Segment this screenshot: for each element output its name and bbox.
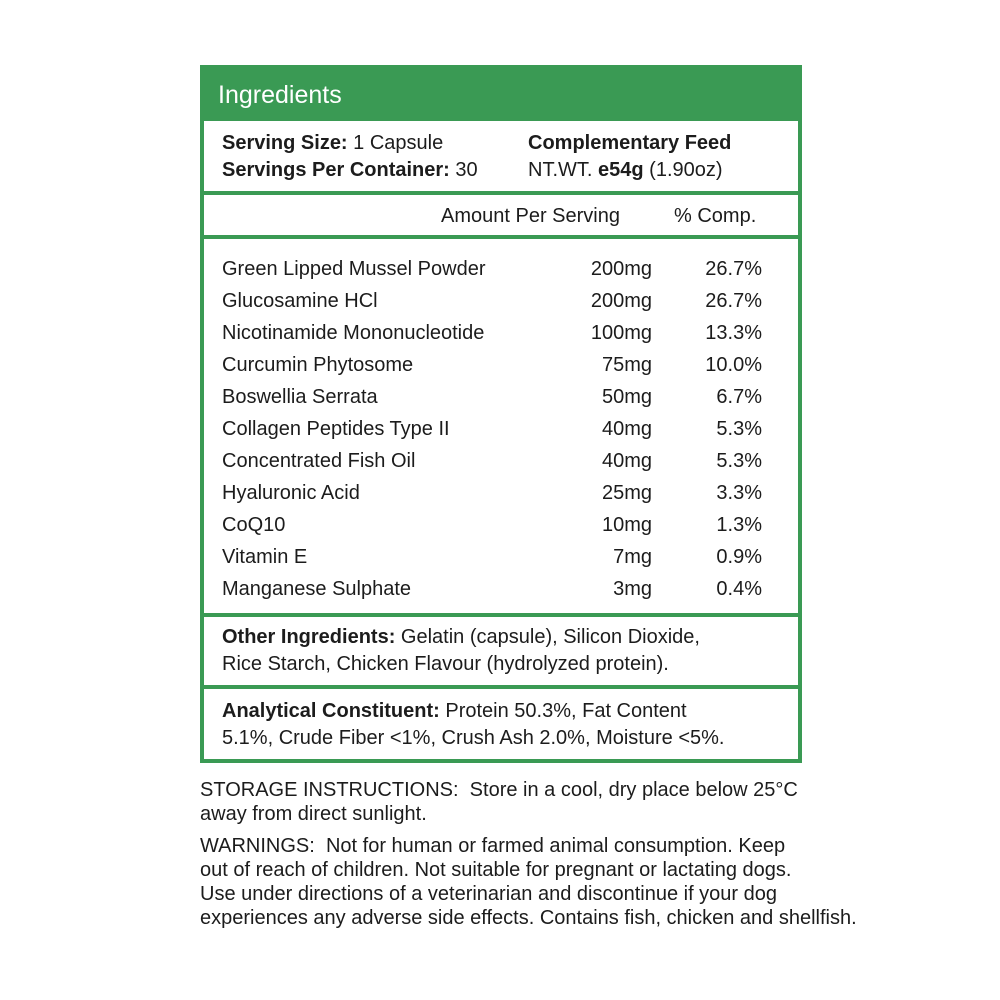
ingredient-percent: 1.3% [716, 514, 762, 536]
storage-instructions [200, 778, 960, 826]
ingredient-name: Glucosamine HCl [222, 290, 378, 312]
warnings-line4: experiences any adverse side effects. Contains fish, chicken and shellfish. [200, 907, 857, 929]
divider [204, 235, 798, 239]
servings-value: 30 [455, 159, 478, 181]
analytical-line2: 5.1%, Crude Fiber <1%, Crush Ash 2.0%, Moisture <5%. [222, 727, 725, 749]
divider [204, 685, 798, 689]
other-ingredients-line2: Rice Starch, Chicken Flavour (hydrolyzed protein). [222, 653, 669, 675]
other-ingredients-line1: Gelatin (capsule), Silicon Dioxide, [400, 626, 700, 648]
ingredient-name: Concentrated Fish Oil [222, 450, 416, 472]
column-header-amount: Amount Per Serving [441, 205, 620, 227]
ingredient-amount: 100mg [590, 322, 652, 344]
serving-size [222, 133, 443, 153]
divider [204, 191, 798, 195]
ingredient-percent: 13.3% [705, 322, 762, 344]
analytical-label: Analytical Constituent: [222, 700, 440, 722]
ingredient-amount: 7mg [613, 546, 652, 568]
column-header-comp: % Comp. [674, 205, 757, 227]
serving-size-label: Serving Size: [222, 132, 348, 154]
ingredient-amount: 200mg [590, 258, 652, 280]
ingredient-row [222, 354, 762, 386]
ingredient-row [222, 322, 762, 354]
net-weight-oz: (1.90oz) [649, 159, 723, 181]
ingredient-row [222, 546, 762, 578]
analytical-constituent [222, 698, 792, 752]
ingredients-panel [200, 65, 802, 763]
ingredient-amount: 3mg [613, 578, 652, 600]
ingredient-percent: 3.3% [716, 482, 762, 504]
storage-label: STORAGE INSTRUCTIONS: [200, 779, 459, 801]
warnings [200, 834, 960, 930]
ingredient-row [222, 418, 762, 450]
ingredient-name: Green Lipped Mussel Powder [222, 258, 486, 280]
ingredient-row [222, 290, 762, 322]
other-ingredients [222, 624, 782, 678]
analytical-line1: Protein 50.3%, Fat Content [445, 700, 687, 722]
storage-line1: Store in a cool, dry place below 25°C [469, 779, 798, 801]
net-weight-value: e54g [598, 159, 644, 181]
ingredient-percent: 0.9% [716, 546, 762, 568]
ingredient-percent: 6.7% [716, 386, 762, 408]
ingredient-name: Nicotinamide Mononucleotide [222, 322, 485, 344]
serving-size-value: 1 Capsule [353, 132, 444, 154]
storage-line2: away from direct sunlight. [200, 803, 427, 825]
net-weight [528, 160, 723, 180]
ingredient-name: Hyaluronic Acid [222, 482, 360, 504]
ingredient-name: Collagen Peptides Type II [222, 418, 450, 440]
ingredient-amount: 40mg [601, 450, 652, 472]
feed-type: Complementary Feed [528, 132, 732, 154]
other-ingredients-label: Other Ingredients: [222, 626, 396, 648]
ingredient-percent: 5.3% [716, 418, 762, 440]
ingredient-row [222, 386, 762, 418]
warnings-label: WARNINGS: [200, 835, 315, 857]
warnings-line3: Use under directions of a veterinarian and discontinue if your dog [200, 883, 778, 905]
ingredient-percent: 26.7% [705, 290, 762, 312]
ingredient-percent: 5.3% [716, 450, 762, 472]
ingredient-amount: 10mg [601, 514, 652, 536]
ingredient-amount: 50mg [601, 386, 652, 408]
ingredient-amount: 200mg [590, 290, 652, 312]
ingredient-percent: 10.0% [705, 354, 762, 376]
servings-per-container [222, 160, 478, 180]
panel-title: Ingredients [204, 69, 798, 121]
ingredient-row [222, 258, 762, 290]
divider [204, 613, 798, 617]
ingredient-name: Vitamin E [222, 546, 308, 568]
ingredient-row [222, 578, 762, 610]
ingredient-name: Boswellia Serrata [222, 386, 378, 408]
ingredient-name: Manganese Sulphate [222, 578, 412, 600]
warnings-line1: Not for human or farmed animal consumption. Keep [325, 835, 786, 857]
ingredient-row [222, 514, 762, 546]
ingredient-row [222, 482, 762, 514]
ingredient-name: Curcumin Phytosome [222, 354, 414, 376]
ingredient-amount: 40mg [601, 418, 652, 440]
ingredient-name: CoQ10 [222, 514, 286, 536]
ingredient-amount: 25mg [601, 482, 652, 504]
ingredient-amount: 75mg [601, 354, 652, 376]
warnings-line2: out of reach of children. Not suitable for pregnant or lactating dogs. [200, 859, 792, 881]
ingredient-row [222, 450, 762, 482]
net-weight-prefix: NT.WT. [528, 159, 593, 181]
ingredient-percent: 26.7% [705, 258, 762, 280]
ingredient-percent: 0.4% [716, 578, 762, 600]
servings-label: Servings Per Container: [222, 159, 450, 181]
